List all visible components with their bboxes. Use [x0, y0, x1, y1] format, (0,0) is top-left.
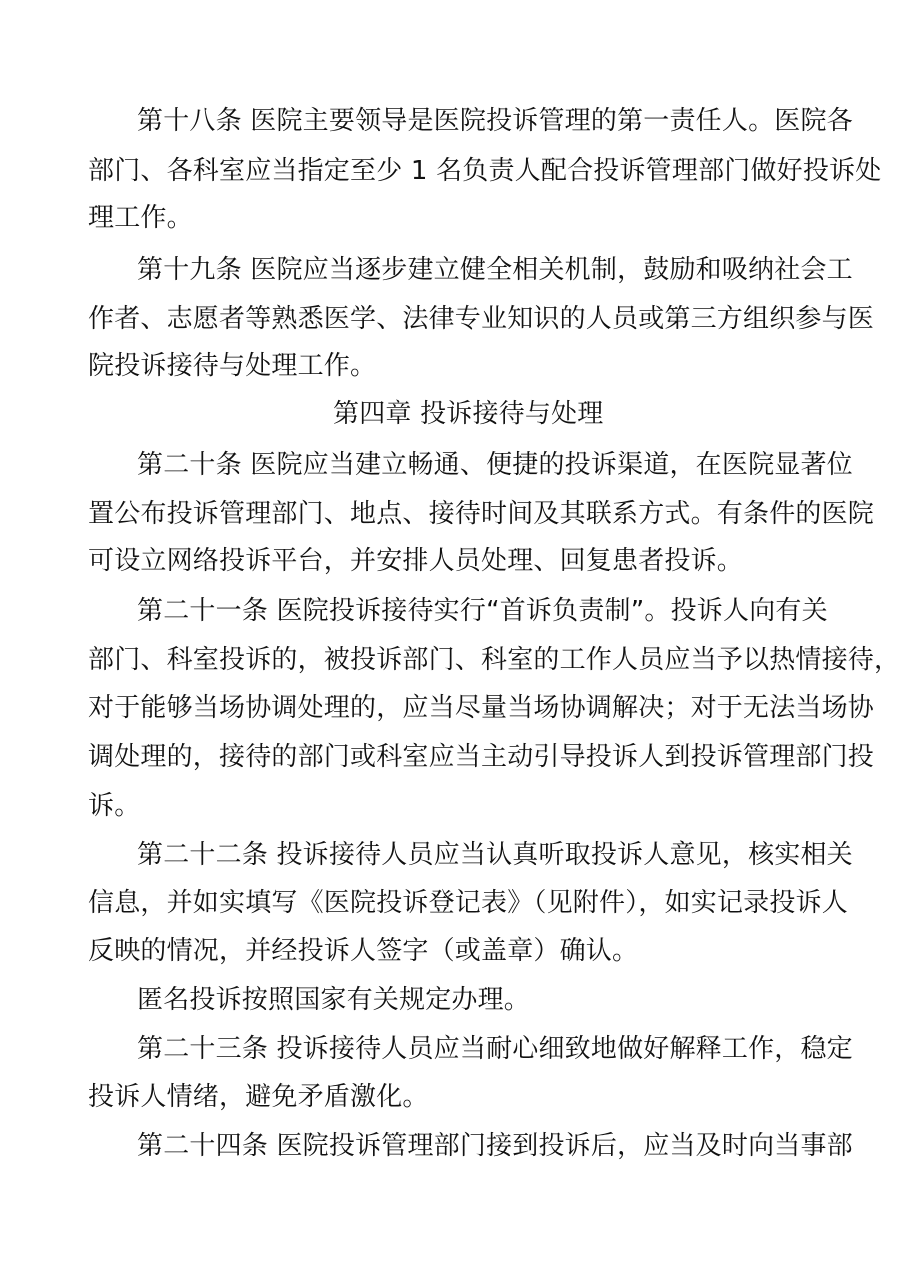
article-21-line-4: 调处理的，接待的部门或科室应当主动引导投诉人到投诉管理部门投 [88, 742, 875, 772]
article-22-line-1: 第二十二条 投诉接待人员应当认真听取投诉人意见，核实相关 [137, 840, 853, 870]
article-21-line-5: 诉。 [88, 791, 141, 821]
article-19-line-3: 院投诉接待与处理工作。 [88, 351, 377, 381]
article-18-line-3: 理工作。 [88, 203, 193, 233]
article-20-line-3: 可设立网络投诉平台，并安排人员处理、回复患者投诉。 [88, 546, 744, 576]
article-22-line-3: 反映的情况，并经投诉人签字（或盖章）确认。 [88, 936, 639, 966]
article-20-line-1: 第二十条 医院应当建立畅通、便捷的投诉渠道，在医院显著位 [137, 450, 853, 480]
chapter-4-heading: 第四章 投诉接待与处理 [333, 399, 604, 429]
article-21-line-1: 第二十一条 医院投诉接待实行“首诉负责制”。投诉人向有关 [137, 596, 828, 626]
article-23-line-1: 第二十三条 投诉接待人员应当耐心细致地做好解释工作，稳定 [137, 1034, 853, 1064]
article-24-line-1: 第二十四条 医院投诉管理部门接到投诉后，应当及时向当事部 [137, 1131, 853, 1161]
anonymous-complaint-line: 匿名投诉按照国家有关规定办理。 [137, 985, 531, 1015]
article-22-line-2: 信息，并如实填写《医院投诉登记表》（见附件），如实记录投诉人 [88, 888, 849, 918]
article-20-line-2: 置公布投诉管理部门、地点、接待时间及其联系方式。有条件的医院 [88, 499, 875, 529]
article-18-line-1: 第十八条 医院主要领导是医院投诉管理的第一责任人。医院各 [137, 106, 853, 136]
article-21-line-2: 部门、科室投诉的，被投诉部门、科室的工作人员应当予以热情接待， [88, 645, 901, 675]
article-18-line-2: 部门、各科室应当指定至少 1 名负责人配合投诉管理部门做好投诉处 [88, 156, 882, 186]
article-19-line-1: 第十九条 医院应当逐步建立健全相关机制，鼓励和吸纳社会工 [137, 255, 853, 285]
article-23-line-2: 投诉人情绪，避免矛盾激化。 [88, 1082, 429, 1112]
article-21-line-3: 对于能够当场协调处理的，应当尽量当场协调解决；对于无法当场协 [88, 693, 875, 723]
article-19-line-2: 作者、志愿者等熟悉医学、法律专业知识的人员或第三方组织参与医 [88, 304, 875, 334]
